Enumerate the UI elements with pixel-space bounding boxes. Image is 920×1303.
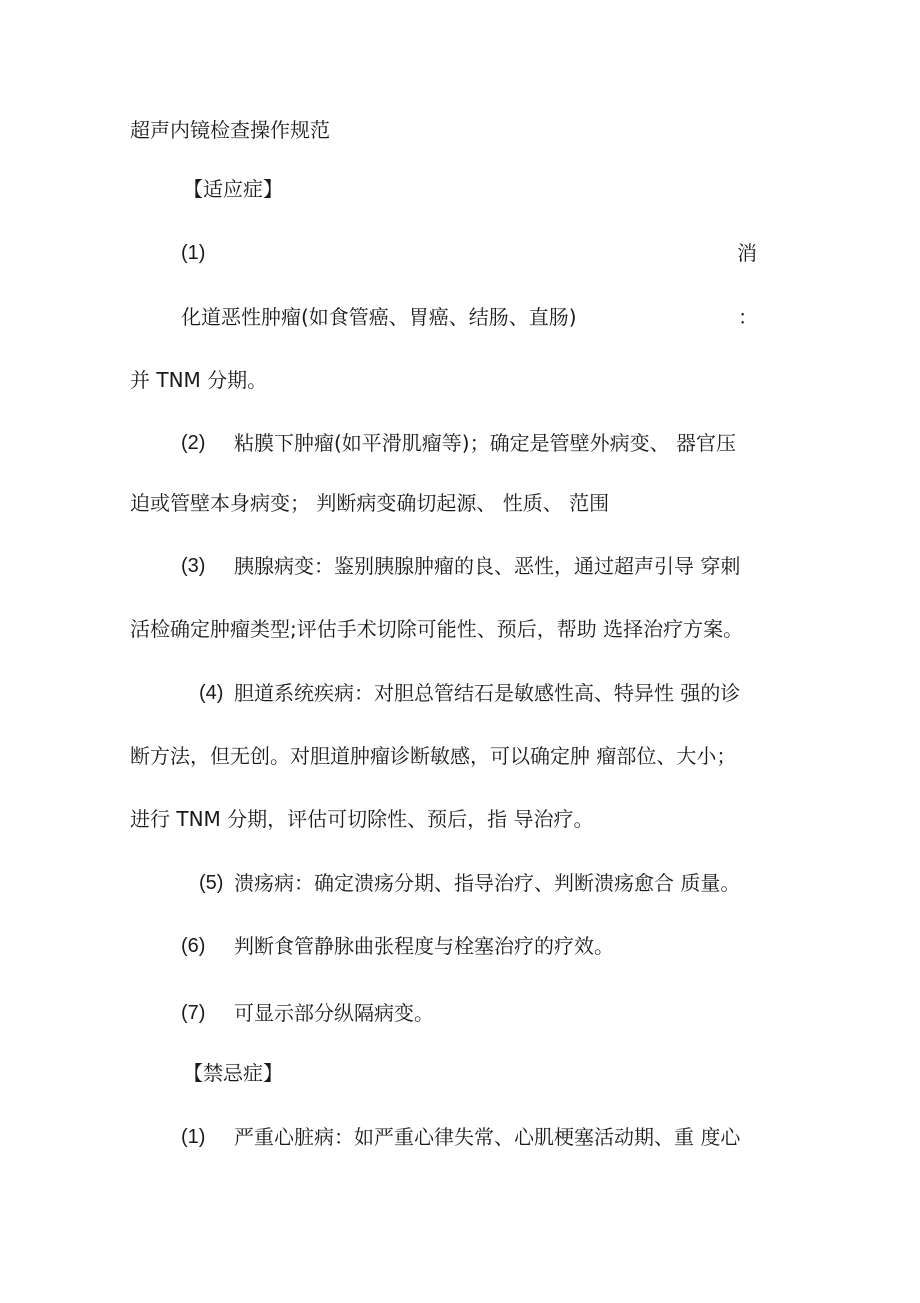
item-text-line: 断方法，但无创。对胆道肿瘤诊断敏感，可以确定肿 瘤部位、大小；: [130, 744, 737, 768]
item-number: (5): [199, 872, 224, 894]
item-text-line: 溃疡病：确定溃疡分期、指导治疗、判断溃疡愈合 质量。: [234, 871, 741, 895]
item-text-line: 胰腺病变：鉴别胰腺肿瘤的良、恶性，通过超声引导 穿刺: [234, 554, 741, 578]
item-number: (3): [181, 555, 206, 577]
item-text-line: 消: [737, 241, 757, 265]
item-number: (1): [181, 242, 206, 264]
section-heading-contraindications: 【禁忌症】: [183, 1061, 283, 1085]
document-title: 超声内镜检查操作规范: [130, 118, 330, 142]
item-text-line: 进行 TNM 分期，评估可切除性、预后，指 导治疗。: [130, 807, 594, 831]
item-number: (7): [181, 1002, 206, 1024]
item-text-line: 迫或管壁本身病变； 判断病变确切起源、 性质、 范围: [130, 491, 610, 515]
item-text-line: ：: [738, 305, 758, 329]
item-number: (6): [181, 935, 206, 957]
section-heading-indications: 【适应症】: [183, 177, 283, 201]
item-text-line: 活检确定肿瘤类型;评估手术切除可能性、预后，帮助 选择治疗方案。: [130, 617, 744, 641]
item-text-line: 粘膜下肿瘤(如平滑肌瘤等)；确定是管壁外病变、 器官压: [234, 431, 736, 455]
item-text-line: 严重心脏病：如严重心律失常、心肌梗塞活动期、重 度心: [234, 1125, 741, 1149]
item-number: (1): [181, 1126, 206, 1148]
item-text-line: 判断食管静脉曲张程度与栓塞治疗的疗效。: [234, 934, 614, 958]
item-number: (4): [199, 682, 224, 704]
item-number: (2): [181, 432, 206, 454]
item-text-line: 并 TNM 分期。: [130, 368, 268, 392]
item-text-line: 化道恶性肿瘤(如食管癌、胃癌、结肠、直肠): [181, 305, 577, 329]
item-text-line: 胆道系统疾病：对胆总管结石是敏感性高、特异性 强的诊: [234, 681, 741, 705]
item-text-line: 可显示部分纵隔病变。: [234, 1001, 434, 1025]
